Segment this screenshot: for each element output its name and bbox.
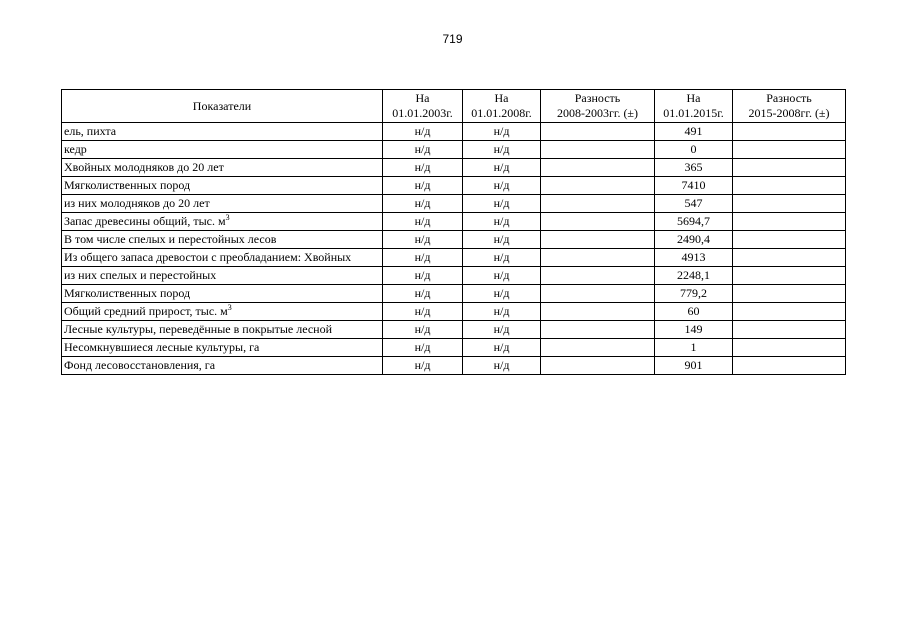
row-value-2015: 1 [655,339,733,357]
row-value-2003: н/д [383,321,463,339]
row-value-2008: н/д [463,213,541,231]
row-indicator-name: из них молодняков до 20 лет [62,195,383,213]
row-value-2008: н/д [463,303,541,321]
row-diff-2015-2008 [733,321,846,339]
row-diff-2015-2008 [733,123,846,141]
header-indicator: Показатели [62,90,383,123]
table-row [62,213,846,231]
row-diff-2015-2008 [733,231,846,249]
header-diff-2015-2008: Разность 2015-2008гг. (±) [733,90,846,123]
header-2008: На 01.01.2008г. [463,90,541,123]
table-row [62,339,846,357]
table-row [62,249,846,267]
row-value-2015: 149 [655,321,733,339]
table-row [62,159,846,177]
table-header-row [62,90,846,123]
row-value-2008: н/д [463,357,541,375]
row-value-2008: н/д [463,195,541,213]
row-indicator-name: Фонд лесовосстановления, га [62,357,383,375]
table-row [62,195,846,213]
row-diff-2008-2003 [541,339,655,357]
row-value-2015: 901 [655,357,733,375]
row-diff-2015-2008 [733,267,846,285]
table-row [62,141,846,159]
row-diff-2015-2008 [733,249,846,267]
row-diff-2008-2003 [541,177,655,195]
row-value-2015: 491 [655,123,733,141]
row-value-2015: 7410 [655,177,733,195]
row-diff-2008-2003 [541,159,655,177]
row-indicator-name: Мягколиственных пород [62,177,383,195]
row-value-2003: н/д [383,303,463,321]
page-number: 719 [442,32,463,46]
row-value-2015: 0 [655,141,733,159]
table-row [62,285,846,303]
row-indicator-name: Запас древесины общий, тыс. $м^3$ [62,213,383,231]
row-indicator-name: Мягколиственных пород [62,285,383,303]
row-diff-2015-2008 [733,141,846,159]
row-diff-2008-2003 [541,357,655,375]
row-diff-2008-2003 [541,249,655,267]
row-diff-2015-2008 [733,285,846,303]
row-value-2008: н/д [463,123,541,141]
table-row [62,303,846,321]
row-diff-2008-2003 [541,123,655,141]
row-value-2008: н/д [463,141,541,159]
row-value-2003: н/д [383,123,463,141]
row-indicator-name: Из общего запаса древостои с преобладанием: Хвойных [62,249,383,267]
row-value-2015: 4913 [655,249,733,267]
row-diff-2008-2003 [541,231,655,249]
row-diff-2008-2003 [541,303,655,321]
row-indicator-name: Лесные культуры, переведённые в покрытые лесной [62,321,383,339]
row-value-2003: н/д [383,213,463,231]
table-row [62,267,846,285]
table-row [62,177,846,195]
unit-superscript: 3 [227,303,232,312]
row-value-2003: н/д [383,195,463,213]
row-diff-2015-2008 [733,339,846,357]
row-diff-2008-2003 [541,141,655,159]
header-2003: На 01.01.2003г. [383,90,463,123]
header-diff-2008-2003: Разность 2008-2003гг. (±) [541,90,655,123]
table-row [62,357,846,375]
row-value-2008: н/д [463,339,541,357]
row-value-2003: н/д [383,285,463,303]
header-2015: На 01.01.2015г. [655,90,733,123]
row-value-2008: н/д [463,177,541,195]
row-value-2008: н/д [463,159,541,177]
row-indicator-name: из них спелых и перестойных [62,267,383,285]
row-diff-2015-2008 [733,195,846,213]
row-diff-2008-2003 [541,321,655,339]
row-indicator-name: Несомкнувшиеся лесные культуры, га [62,339,383,357]
row-diff-2008-2003 [541,285,655,303]
row-value-2003: н/д [383,177,463,195]
row-diff-2015-2008 [733,213,846,231]
row-diff-2008-2003 [541,195,655,213]
row-value-2015: 365 [655,159,733,177]
row-value-2003: н/д [383,141,463,159]
row-value-2003: н/д [383,339,463,357]
row-diff-2015-2008 [733,159,846,177]
row-indicator-name: кедр [62,141,383,159]
row-value-2008: н/д [463,285,541,303]
row-value-2015: 2490,4 [655,231,733,249]
table-row [62,123,846,141]
row-value-2015: 5694,7 [655,213,733,231]
row-indicator-name: В том числе спелых и перестойных лесов [62,231,383,249]
row-value-2003: н/д [383,231,463,249]
unit-superscript: 3 [225,213,230,222]
row-diff-2015-2008 [733,177,846,195]
table-row [62,231,846,249]
row-diff-2008-2003 [541,213,655,231]
row-diff-2008-2003 [541,267,655,285]
row-value-2003: н/д [383,357,463,375]
table-row [62,321,846,339]
row-value-2015: 60 [655,303,733,321]
row-value-2008: н/д [463,231,541,249]
row-diff-2015-2008 [733,303,846,321]
row-indicator-name: Хвойных молодняков до 20 лет [62,159,383,177]
row-value-2003: н/д [383,159,463,177]
row-indicator-name: ель, пихта [62,123,383,141]
forest-indicators-table [61,89,846,375]
row-indicator-name: Общий средний прирост, тыс. $м^3$ [62,303,383,321]
row-value-2015: 779,2 [655,285,733,303]
row-value-2003: н/д [383,249,463,267]
row-value-2015: 547 [655,195,733,213]
row-value-2015: 2248,1 [655,267,733,285]
row-value-2008: н/д [463,267,541,285]
row-diff-2015-2008 [733,357,846,375]
row-value-2008: н/д [463,249,541,267]
row-value-2008: н/д [463,321,541,339]
row-value-2003: н/д [383,267,463,285]
